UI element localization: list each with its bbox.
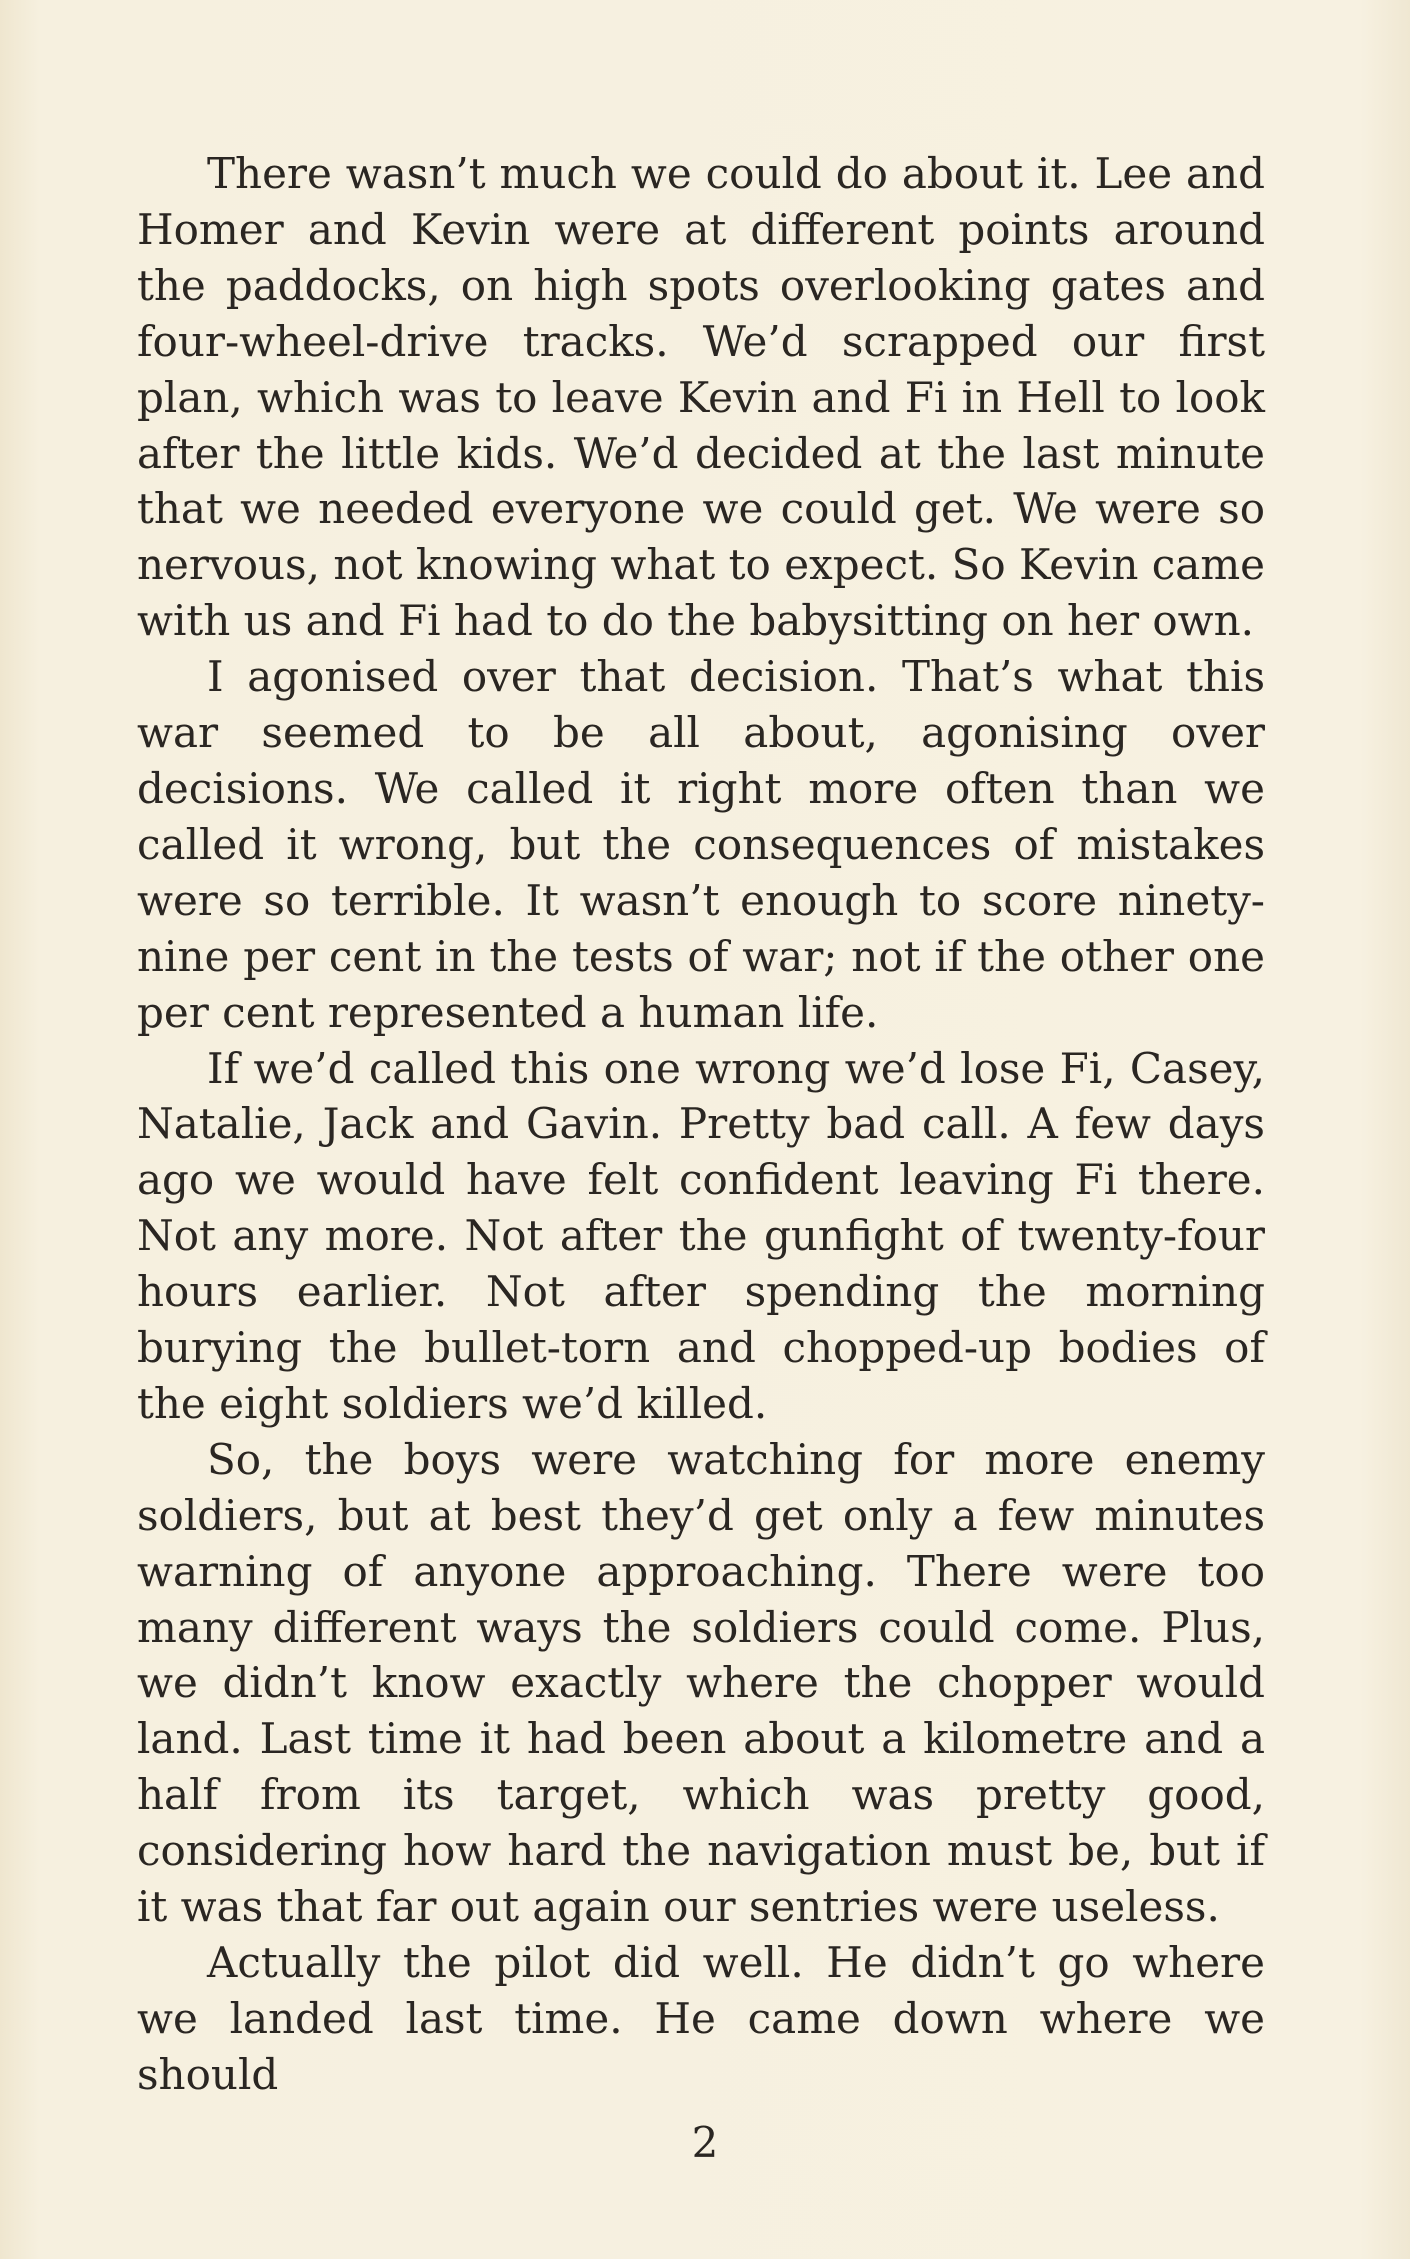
paragraph-5: Actually the pilot did well. He didn’t go where we landed last time. He came down where we should — [137, 1938, 1265, 2099]
body-text — [137, 146, 1265, 2103]
paragraph-2: I agonised over that decision. That’s what this war seemed to be all about, agonising over decisions. We called it right more often than we called it wrong, but the consequences of mistakes were so terrible. It wasn’t enough to score ninety-nine per cent in the tests of war; not if the other one per cent represented a human life. — [137, 652, 1265, 1037]
paragraph-1: There wasn’t much we could do about it. Lee and Homer and Kevin were at different points around the paddocks, on high spots overlooking gates and four-wheel-drive tracks. We’d scrapped our first plan, which was to leave Kevin and Fi in Hell to look after the little kids. We’d decided at the last minute that we needed everyone we could get. We were so nervous, not knowing what to expect. So Kevin came with us and Fi had to do the babysitting on her own. — [137, 149, 1265, 646]
paragraph-3: If we’d called this one wrong we’d lose Fi, Casey, Natalie, Jack and Gavin. Pretty bad call. A few days ago we would have felt confident leaving Fi there. Not any more. Not after the gunfight of twenty-four hours earlier. Not after spending the morning burying the bullet-torn and chopped-up bodies of the eight soldiers we’d killed. — [137, 1043, 1265, 1428]
paragraph-4: So, the boys were watching for more enemy soldiers, but at best they’d get only a few minutes warning of anyone approaching. There were too many different ways the soldiers could come. Plus, we didn’t know exactly where the chopper would land. Last time it had been about a kilometre and a half from its target, which was pretty good, considering how hard the navigation must be, but if it was that far out again our sentries were useless. — [137, 1434, 1265, 1932]
page-number: 2 — [691, 2118, 719, 2167]
